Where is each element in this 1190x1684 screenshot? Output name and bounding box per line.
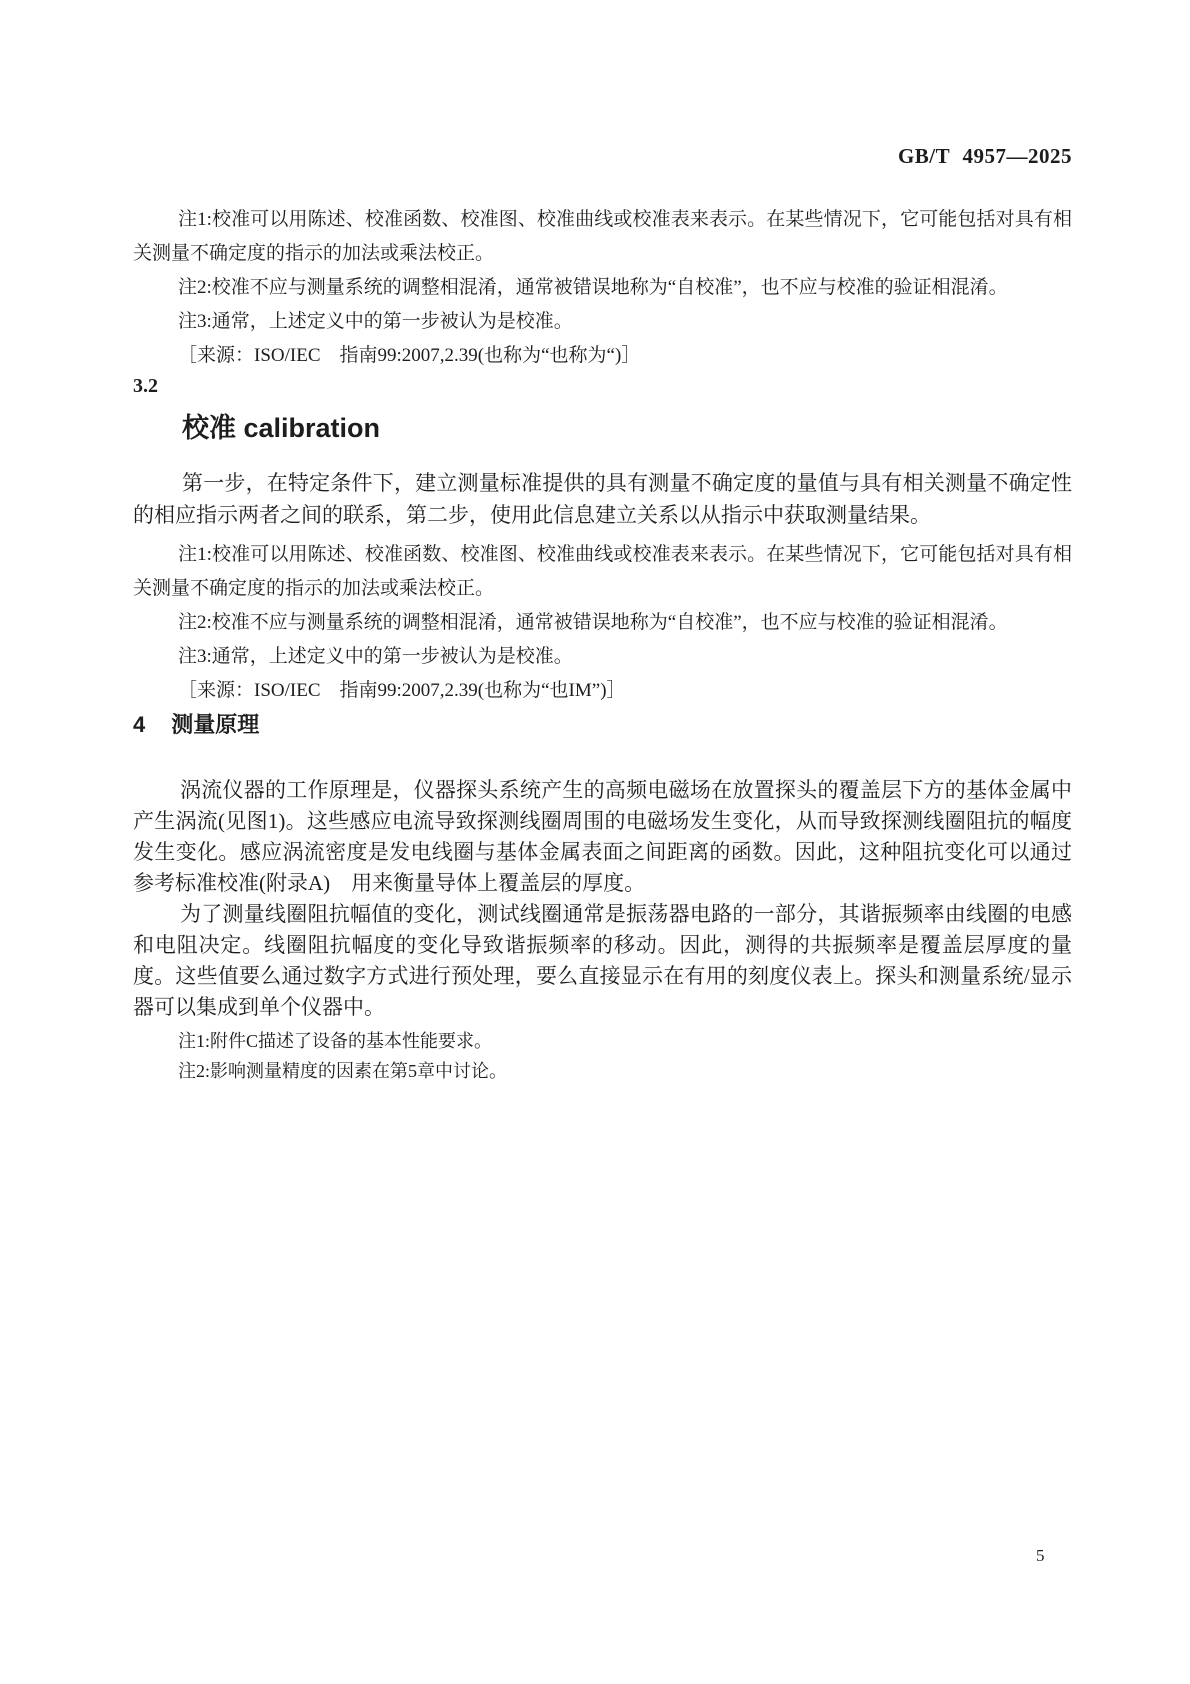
source-reference: ［来源：ISO/IEC 指南99:2007,2.39(也称为“也称为“)］	[178, 345, 641, 366]
term-3-2-notes-block	[133, 538, 1072, 708]
term-heading: 校准 calibration	[182, 413, 381, 443]
note-paragraph: 注3:通常，上述定义中的第一步被认为是校准。	[178, 646, 573, 667]
note-paragraph: 注1:附件C描述了设备的基本性能要求。	[178, 1031, 493, 1051]
clause-number-3-2: 3.2	[133, 375, 158, 397]
note-paragraph: 注2:影响测量精度的因素在第5章中讨论。	[178, 1061, 507, 1081]
clause-4-heading	[133, 712, 1072, 738]
standard-number-header: GB/T 4957—2025	[897, 144, 1072, 168]
source-reference: ［来源：ISO/IEC 指南99:2007,2.39(也称为“也IM”)］	[178, 680, 626, 701]
note-paragraph: 注1:校准可以用陈述、校准函数、校准图、校准曲线或校准表来表示。在某些情况下，它可能包括对具有相关测量不确定度的指示的加法或乘法校正。	[133, 544, 1072, 599]
note-paragraph: 注1:校准可以用陈述、校准函数、校准图、校准曲线或校准表来表示。在某些情况下，它可能包括对具有相关测量不确定度的指示的加法或乘法校正。	[133, 209, 1072, 264]
note-paragraph: 注2:校准不应与测量系统的调整相混淆，通常被错误地称为“自校准”，也不应与校准的验证相混淆。	[178, 277, 1008, 298]
term-3-1-notes-block	[133, 203, 1072, 373]
page-number: 5	[1036, 1546, 1045, 1565]
clause-title: 测量原理	[171, 712, 260, 737]
page-content	[133, 145, 1072, 1086]
body-paragraph: 涡流仪器的工作原理是，仪器探头系统产生的高频电磁场在放置探头的覆盖层下方的基体金属中产生涡流(见图1)。这些感应电流导致探测线圈周围的电磁场发生变化，从而导致探测线圈阻抗的幅度发生变化。感应涡流密度是发电线圈与基体金属表面之间距离的函数。因此，这种阻抗变化可以通过参考标准校准(附录A) 用来衡量导体上覆盖层的厚度。	[133, 778, 1072, 895]
note-paragraph: 注3:通常，上述定义中的第一步被认为是校准。	[178, 311, 573, 332]
definition-paragraph: 第一步，在特定条件下，建立测量标准提供的具有测量不确定度的量值与具有相关测量不确定性的相应指示两者之间的联系，第二步，使用此信息建立关系以从指示中获取测量结果。	[133, 471, 1072, 527]
note-paragraph: 注2:校准不应与测量系统的调整相混淆，通常被错误地称为“自校准”，也不应与校准的验证相混淆。	[178, 612, 1008, 633]
clause-number: 4	[133, 712, 146, 737]
clause-4-notes-block	[133, 1026, 1072, 1086]
body-paragraph: 为了测量线圈阻抗幅值的变化，测试线圈通常是振荡器电路的一部分，其谐振频率由线圈的电感和电阻决定。线圈阻抗幅度的变化导致谐振频率的移动。因此，测得的共振频率是覆盖层厚度的量度。这些值要么通过数字方式进行预处理，要么直接显示在有用的刻度仪表上。探头和测量系统/显示器可以集成到单个仪器中。	[133, 902, 1072, 1019]
